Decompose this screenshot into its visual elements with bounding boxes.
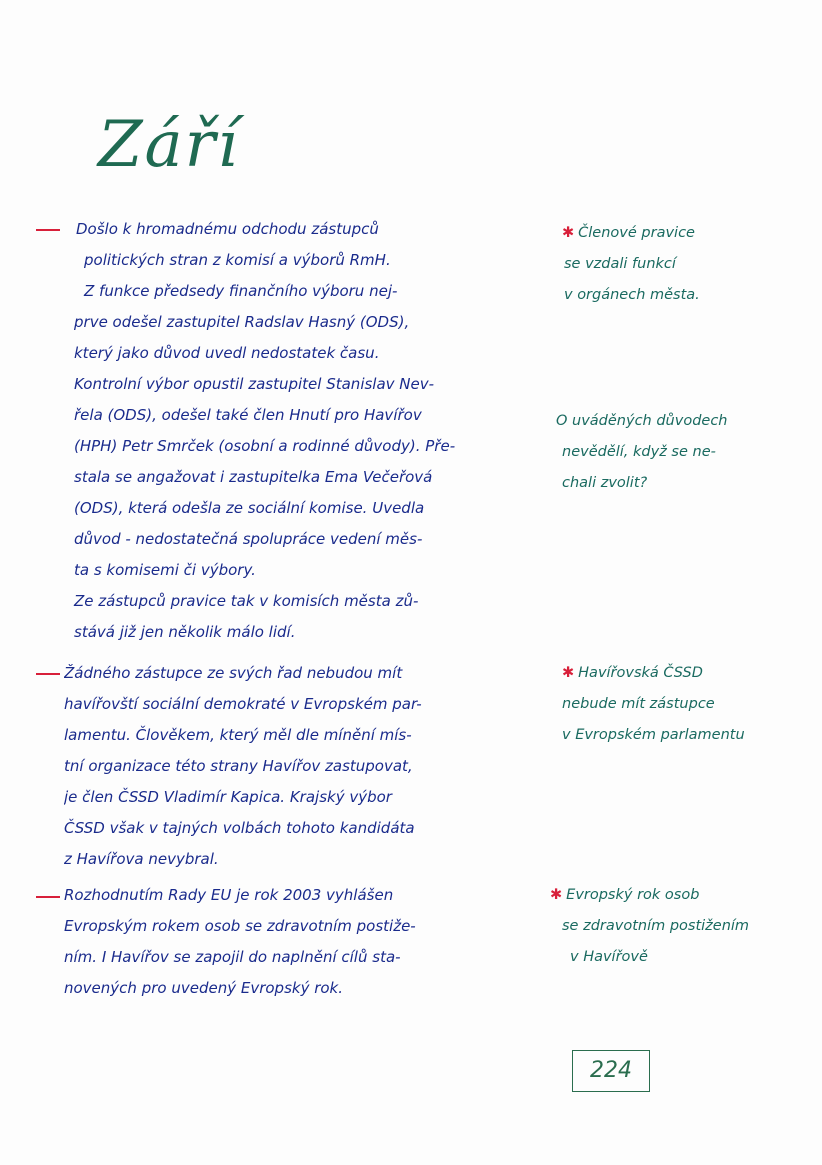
- text-line: ČSSD však v tajných volbách tohoto kandidáta: [64, 819, 415, 837]
- text-line: Ze zástupců pravice tak v komisích města zů-: [74, 592, 419, 610]
- entry-3-margin-note: [550, 880, 805, 973]
- entry-1-margin-note: [562, 218, 817, 311]
- text-line: řela (ODS), odešel také člen Hnutí pro Havířov: [74, 406, 422, 424]
- margin-note-line: Havířovská ČSSD: [578, 665, 703, 681]
- page-number: 224: [572, 1050, 650, 1092]
- margin-note-line: Členové pravice: [578, 225, 695, 241]
- text-line: prve odešel zastupitel Radslav Hasný (ODS),: [74, 313, 410, 331]
- margin-note-line: chali zvolit?: [562, 475, 648, 491]
- text-line: který jako důvod uvedl nedostatek času.: [74, 344, 380, 362]
- entry-2-text: [64, 658, 554, 875]
- margin-note-line: nebude mít zástupce: [562, 696, 715, 712]
- text-line: ta s komisemi či výbory.: [74, 561, 256, 579]
- margin-note-line: Evropský rok osob: [566, 887, 700, 903]
- text-line: Rozhodnutím Rady EU je rok 2003 vyhlášen: [64, 886, 394, 904]
- margin-note-line: se zdravotním postižením: [562, 918, 750, 934]
- margin-note-line: v Havířově: [570, 949, 648, 965]
- text-line: tní organizace této strany Havířov zastupovat,: [64, 757, 413, 775]
- entry-1-text: [64, 214, 554, 648]
- text-line: z Havířova nevybral.: [64, 850, 219, 868]
- entry-3-text: [64, 880, 554, 1004]
- text-line: ním. I Havířov se zapojil do naplnění cílů sta-: [64, 948, 401, 966]
- entry-1-margin-question: [556, 406, 811, 499]
- entry-bullet-dash: [36, 229, 60, 231]
- text-line: lamentu. Člověkem, který měl dle mínění mís-: [64, 726, 412, 744]
- margin-note-line: nevědělí, když se ne-: [562, 444, 716, 460]
- text-line: Z funkce předsedy finančního výboru nej-: [84, 282, 398, 300]
- text-line: je člen ČSSD Vladimír Kapica. Krajský výbor: [64, 788, 392, 806]
- page-heading: Září: [98, 108, 240, 182]
- asterisk-icon: ✱: [562, 665, 575, 681]
- entry-2-margin-note: [562, 658, 817, 751]
- text-line: politických stran z komisí a výborů RmH.: [84, 251, 391, 269]
- text-line: Došlo k hromadnému odchodu zástupců: [76, 220, 379, 238]
- margin-note-line: v Evropském parlamentu: [562, 727, 745, 743]
- text-line: Žádného zástupce ze svých řad nebudou mít: [64, 664, 403, 682]
- text-line: Evropským rokem osob se zdravotním postiže-: [64, 917, 416, 935]
- asterisk-icon: ✱: [562, 225, 575, 241]
- text-line: stává již jen několik málo lidí.: [74, 623, 296, 641]
- text-line: (ODS), která odešla ze sociální komise. Uvedla: [74, 499, 425, 517]
- text-line: havířovští sociální demokraté v Evropském par-: [64, 695, 422, 713]
- entry-bullet-dash: [36, 896, 60, 898]
- margin-note-line: v orgánech města.: [564, 287, 700, 303]
- text-line: (HPH) Petr Smrček (osobní a rodinné důvody). Pře-: [74, 437, 456, 455]
- text-line: novených pro uvedený Evropský rok.: [64, 979, 344, 997]
- text-line: Kontrolní výbor opustil zastupitel Stanislav Nev-: [74, 375, 435, 393]
- asterisk-icon: ✱: [550, 887, 563, 903]
- text-line: důvod - nedostatečná spolupráce vedení měs-: [74, 530, 423, 548]
- text-line: stala se angažovat i zastupitelka Ema Večeřová: [74, 468, 433, 486]
- margin-note-line: se vzdali funkcí: [564, 256, 676, 272]
- entry-bullet-dash: [36, 673, 60, 675]
- margin-note-line: O uváděných důvodech: [556, 413, 728, 429]
